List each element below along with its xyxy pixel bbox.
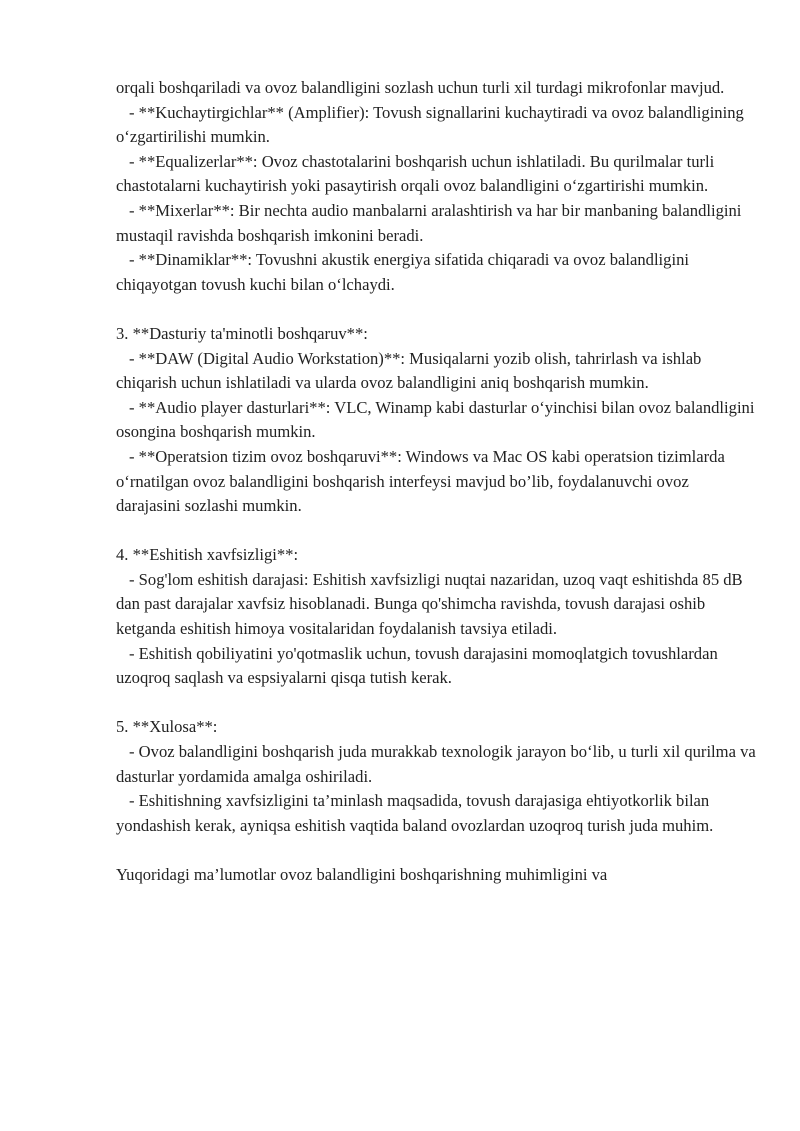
- list-item-healthy-hearing: - Sog'lom eshitish darajasi: Eshitish xavfsizligi nuqtai nazaridan, uzoq vaqt eshitishda 85 dB dan past darajalar xavfsiz hisoblanadi. Bunga qo'shimcha ravishda, tovush darajasi oshib ketganda eshitish himoya vositalaridan foydalanish tavsiya etiladi.: [116, 569, 747, 639]
- section-4-heading: 4. **Eshitish xavfsizligi**:: [116, 545, 299, 565]
- list-item-os-volume: - **Operatsion tizim ovoz boshqaruvi**: Windows va Mac OS kabi operatsion tizimlarda o‘rnatilgan ovoz balandligini boshqarish interfeysi mavjud bo’lib, foydalanuvchi ovoz darajasini sozlashi mumkin.: [116, 446, 729, 516]
- document-body: [116, 76, 760, 888]
- section-3-heading: 3. **Dasturiy ta'minotli boshqaruv**:: [116, 323, 368, 343]
- paragraph-gap: [116, 297, 756, 322]
- section-5-heading: 5. **Xulosa**:: [116, 717, 218, 737]
- paragraph-gap: [116, 519, 756, 544]
- closing-paragraph: Yuqoridagi ma’lumotlar ovoz balandligini boshqarishning muhimligini va: [116, 865, 608, 884]
- list-item-mixers: - **Mixerlar**: Bir nechta audio manbalarni aralashtirish va har bir manbaning balandligini mustaqil ravishda boshqarish imkonini beradi.: [116, 200, 746, 245]
- list-item-audio-player: - **Audio player dasturlari**: VLC, Winamp kabi dasturlar o‘yinchisi bilan ovoz balandligini osongina boshqarish mumkin.: [116, 397, 759, 442]
- list-item-amplifiers: - **Kuchaytirgichlar** (Amplifier): Tovush signallarini kuchaytiradi va ovoz balandligining o‘zgartirilishi mumkin.: [116, 102, 748, 147]
- paragraph-gap: [116, 838, 756, 863]
- list-item-conclusion-2: - Eshitishning xavfsizligini ta’minlash maqsadida, tovush darajasiga ehtiyotkorlik bilan yondashish kerak, ayniqsa eshitish vaqtida baland ovozlardan uzoqroq turish juda muhim.: [116, 791, 714, 835]
- intro-continuation: orqali boshqariladi va ovoz balandligini sozlash uchun turli xil turdagi mikrofonlar mavjud.: [116, 78, 725, 97]
- list-item-conclusion-1: - Ovoz balandligini boshqarish juda murakkab texnologik jarayon bo‘lib, u turli xil qurilma va dasturlar yordamida amalga oshiriladi.: [116, 742, 760, 786]
- list-item-equalizers: - **Equalizerlar**: Ovoz chastotalarini boshqarish uchun ishlatiladi. Bu qurilmalar turli chastotalarni kuchaytirish yoki pasaytirish orqali ovoz balandligini o‘zgartirishi mumkin.: [116, 151, 719, 196]
- list-item-hearing-protection: - Eshitish qobiliyatini yo'qotmaslik uchun, tovush darajasini momoqlatgich tovushlardan uzoqroq saqlash va espsiyalarni qisqa tutish kerak.: [116, 643, 722, 688]
- paragraph-gap: [116, 691, 756, 716]
- list-item-speakers: - **Dinamiklar**: Tovushni akustik energiya sifatida chiqaradi va ovoz balandligini chiqayotgan tovush kuchi bilan o‘lchaydi.: [116, 250, 694, 294]
- list-item-daw: - **DAW (Digital Audio Workstation)**: Musiqalarni yozib olish, tahrirlash va ishlab chiqarish uchun ishlatiladi va ularda ovoz balandligini aniq boshqarish mumkin.: [116, 348, 706, 393]
